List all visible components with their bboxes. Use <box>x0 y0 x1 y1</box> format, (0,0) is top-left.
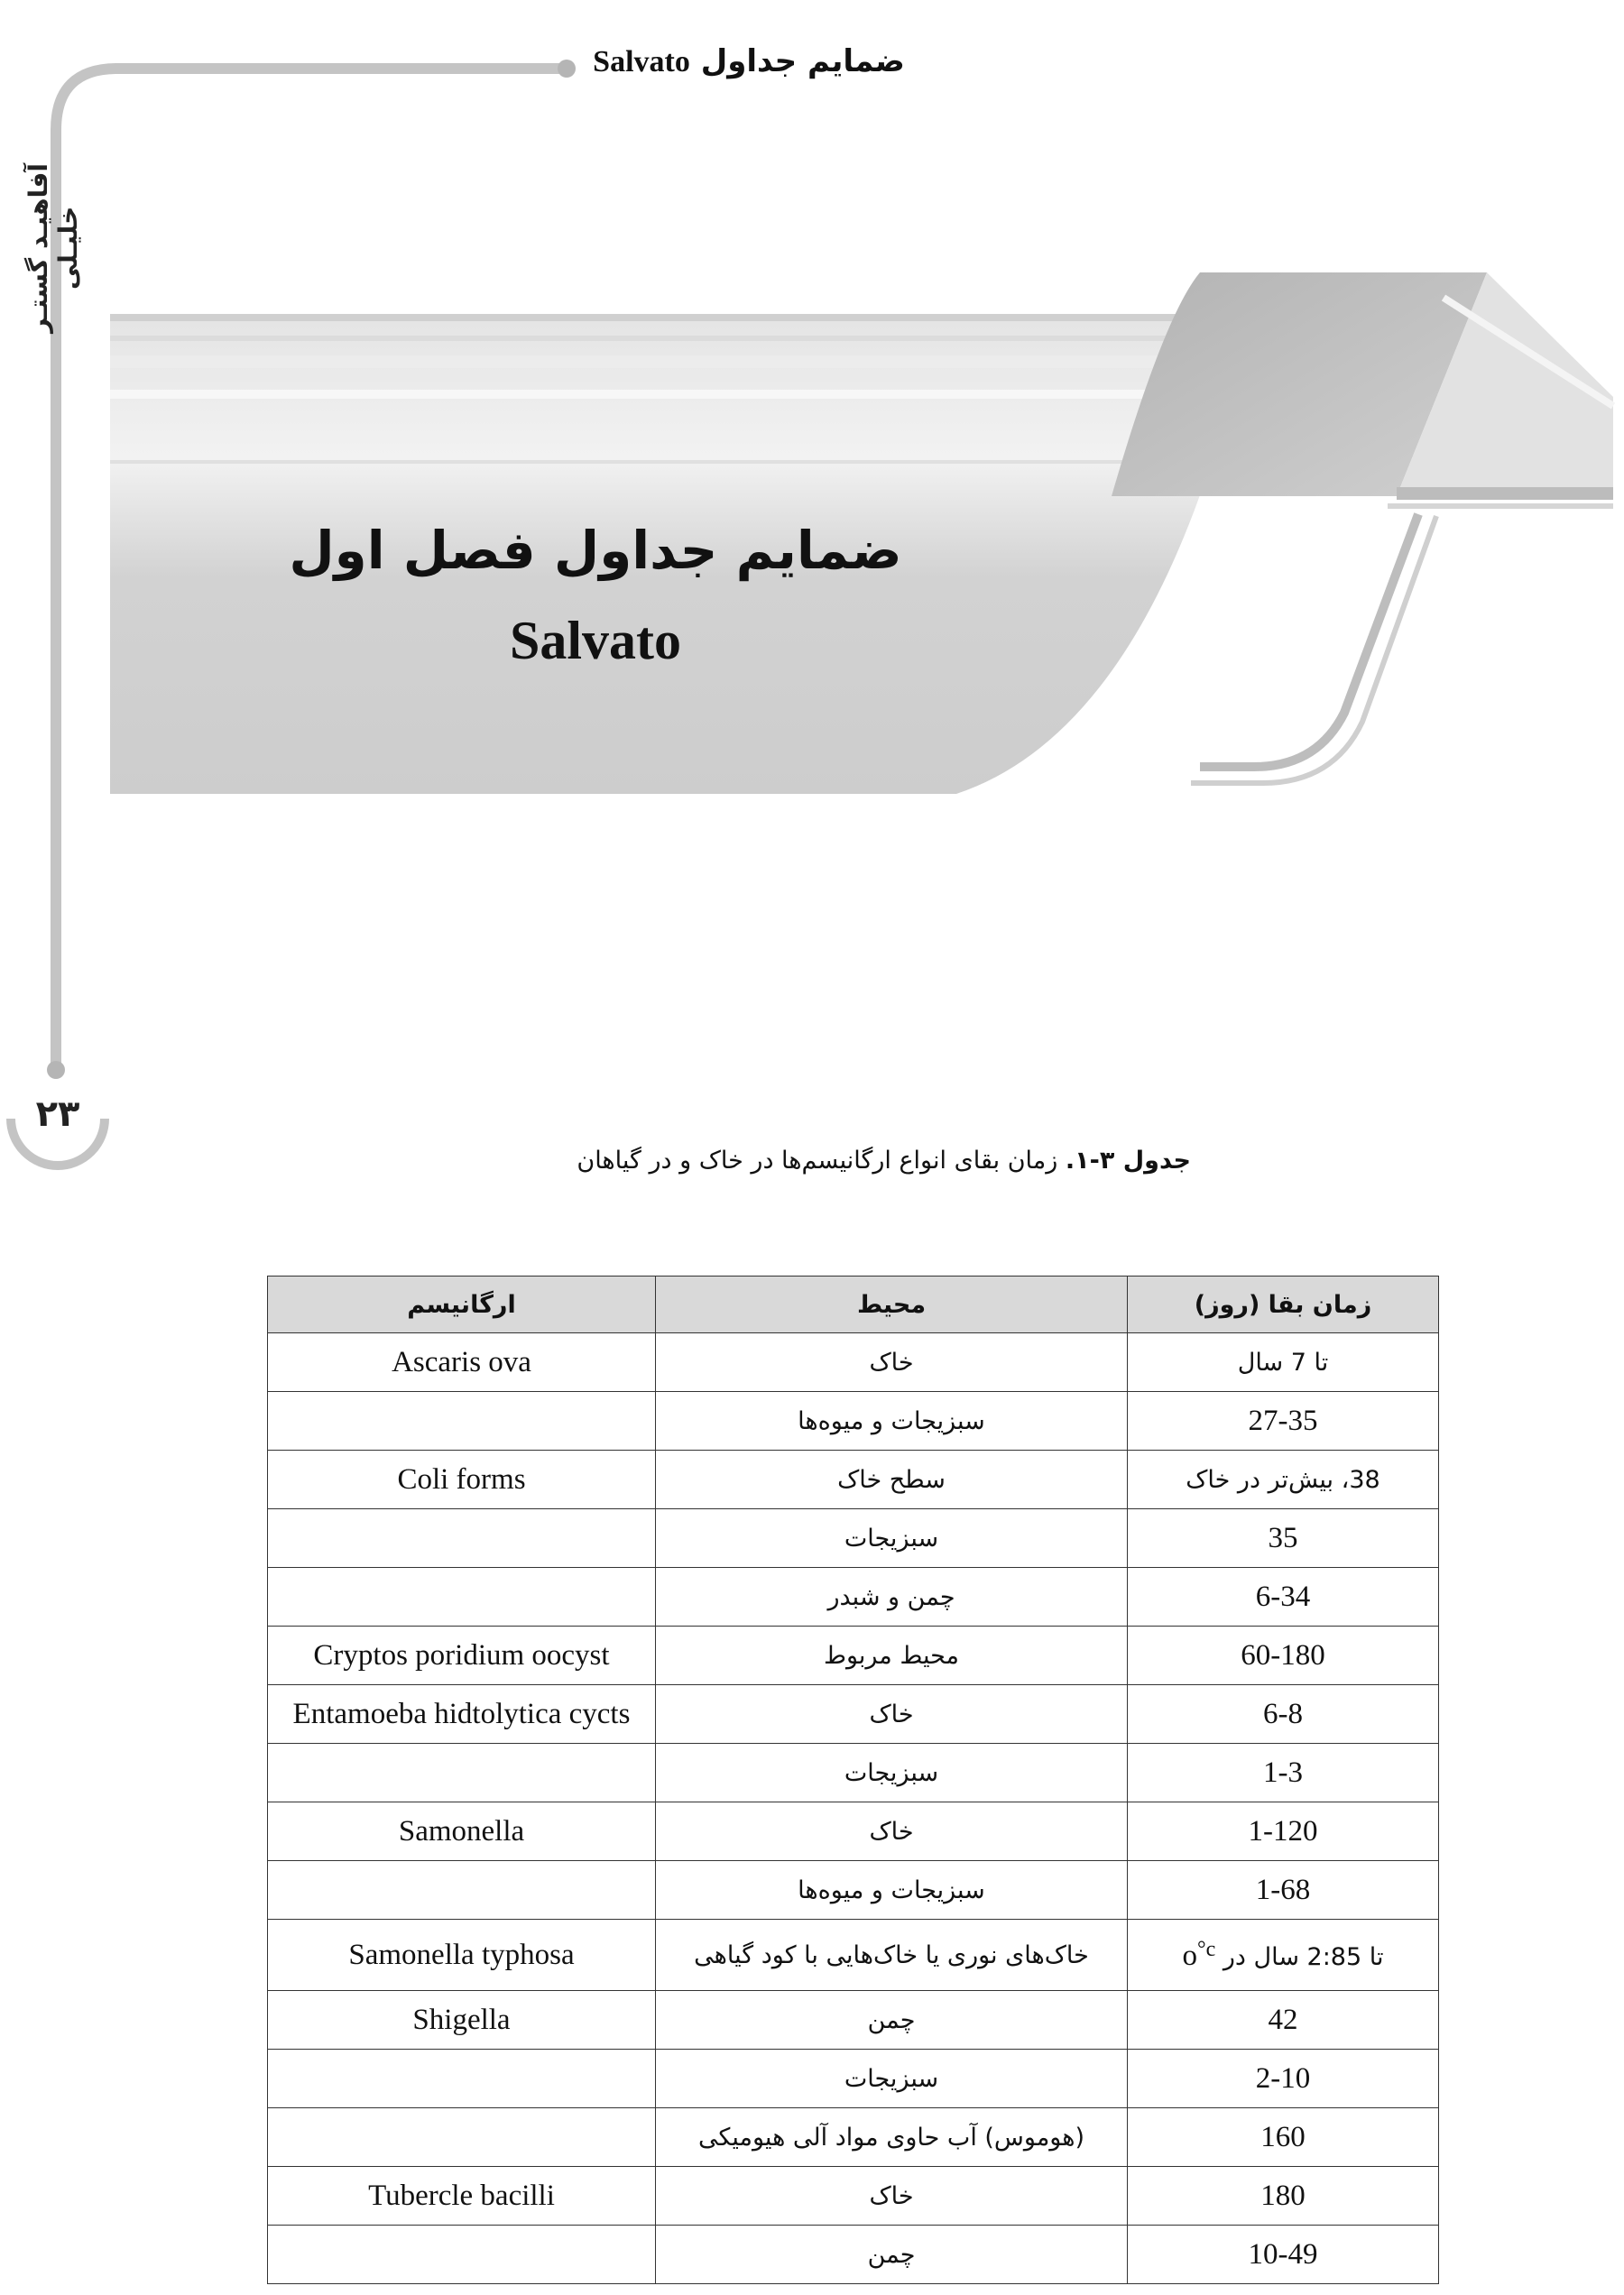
cell-organism <box>268 1861 656 1920</box>
table-caption <box>505 1138 1191 1184</box>
cell-organism: Cryptos poridium oocyst <box>268 1627 656 1685</box>
chapter-title-latin: Salvato <box>509 611 682 670</box>
table-row <box>268 2226 1439 2284</box>
cell-environment: خاک <box>656 2167 1128 2226</box>
cell-organism: Entamoeba hidtolytica cycts <box>268 1685 656 1744</box>
table-row <box>268 1451 1439 1509</box>
cell-organism <box>268 2226 656 2284</box>
cell-survival-time: 6-8 <box>1128 1685 1439 1744</box>
table-row <box>268 1744 1439 1802</box>
cell-survival-time: 1-68 <box>1128 1861 1439 1920</box>
cell-organism <box>268 1392 656 1451</box>
cell-environment: خاک <box>656 1685 1128 1744</box>
cell-environment: خاک <box>656 1802 1128 1861</box>
cell-survival-time <box>1128 1920 1439 1991</box>
table-row <box>268 2167 1439 2226</box>
cell-environment: خاک‌های نوری یا خاک‌هایی با کود گیاهی <box>656 1920 1128 1991</box>
running-header-title-fa: ضمایم جداول <box>700 43 905 79</box>
cell-survival-time-prefix: تا 2:85 سال در <box>1223 1942 1384 1971</box>
cell-organism: Ascaris ova <box>268 1333 656 1392</box>
cell-organism <box>268 1568 656 1627</box>
cell-environment: سبزیجات <box>656 1509 1128 1568</box>
table-header-row <box>268 1277 1439 1333</box>
cell-survival-time: 160 <box>1128 2108 1439 2167</box>
chapter-title-fa: ضمایم جداول فصل اول <box>289 520 902 581</box>
cell-survival-time: 2-10 <box>1128 2050 1439 2108</box>
cell-organism <box>268 2108 656 2167</box>
chapter-title <box>235 505 956 670</box>
cell-survival-time: 42 <box>1128 1991 1439 2050</box>
table-row <box>268 1802 1439 1861</box>
running-header-title-latin: Salvato <box>593 45 690 78</box>
cell-environment: سبزیجات و میوه‌ها <box>656 1861 1128 1920</box>
table-row <box>268 1568 1439 1627</box>
cell-environment: چمن و شبدر <box>656 1568 1128 1627</box>
cell-environment: سطح خاک <box>656 1451 1128 1509</box>
table-row <box>268 2108 1439 2167</box>
table-caption-text: زمان بقای انواع ارگانیسم‌ها در خاک و در گیاهان <box>577 1147 1058 1175</box>
cell-survival-time: 6-34 <box>1128 1568 1439 1627</box>
cell-survival-time: 1-3 <box>1128 1744 1439 1802</box>
cell-survival-time: 10-49 <box>1128 2226 1439 2284</box>
table-row <box>268 1991 1439 2050</box>
cell-environment: محیط مربوط <box>656 1627 1128 1685</box>
cell-environment: چمن <box>656 2226 1128 2284</box>
table-row <box>268 1333 1439 1392</box>
table-caption-label: جدول ۳-۱. <box>1065 1147 1191 1175</box>
cell-organism: Samonella typhosa <box>268 1920 656 1991</box>
cell-organism <box>268 2050 656 2108</box>
cell-organism <box>268 1744 656 1802</box>
cell-environment: چمن <box>656 1991 1128 2050</box>
cell-survival-time: 38، بیش‌تر در خاک <box>1128 1451 1439 1509</box>
table-row <box>268 1861 1439 1920</box>
table-row <box>268 1509 1439 1568</box>
page-number: ۲۳ <box>35 1093 80 1135</box>
cell-survival-time: 1-120 <box>1128 1802 1439 1861</box>
survival-time-table <box>267 1276 1439 2284</box>
cell-organism: Shigella <box>268 1991 656 2050</box>
column-header-survival-time: زمان بقا (روز) <box>1128 1277 1439 1333</box>
cell-environment: سبزیجات و میوه‌ها <box>656 1392 1128 1451</box>
table-row <box>268 1920 1439 1991</box>
cell-environment: (هوموس) آب حاوی مواد آلی هیومیکی <box>656 2108 1128 2167</box>
column-header-organism: ارگانیسم <box>268 1277 656 1333</box>
cell-survival-time: 27-35 <box>1128 1392 1439 1451</box>
cell-organism <box>268 1509 656 1568</box>
cell-survival-time: تا 7 سال <box>1128 1333 1439 1392</box>
cell-organism: Tubercle bacilli <box>268 2167 656 2226</box>
cell-survival-time: 180 <box>1128 2167 1439 2226</box>
cell-survival-time-suffix: o <box>1182 1939 1197 1972</box>
running-header-title <box>577 36 920 87</box>
cell-environment: سبزیجات <box>656 2050 1128 2108</box>
table-row <box>268 1685 1439 1744</box>
cell-survival-time: 35 <box>1128 1509 1439 1568</box>
column-header-environment: محیط <box>656 1277 1128 1333</box>
table-row <box>268 2050 1439 2108</box>
table-row <box>268 1392 1439 1451</box>
cell-organism: Coli forms <box>268 1451 656 1509</box>
cell-survival-time: 60-180 <box>1128 1627 1439 1685</box>
cell-environment: سبزیجات <box>656 1744 1128 1802</box>
cell-environment: خاک <box>656 1333 1128 1392</box>
cell-organism: Samonella <box>268 1802 656 1861</box>
cell-survival-time-unit: °c <box>1196 1937 1216 1961</box>
side-publisher-text: آفاهیـد گستـر خلیـلی <box>23 163 83 333</box>
table-row <box>268 1627 1439 1685</box>
